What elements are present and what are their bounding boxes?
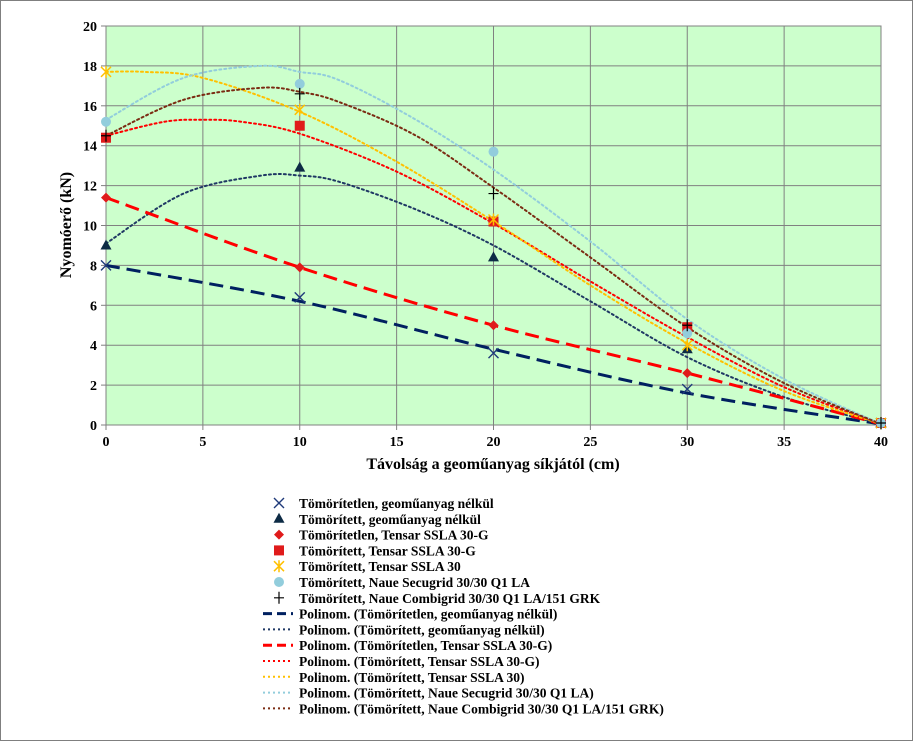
y-tick-label: 20 (83, 20, 97, 35)
legend-label-5: Tömörített, Tensar SSLA 30 (299, 559, 461, 575)
y-tick-label: 14 (83, 139, 97, 155)
legend-marker-7 (274, 592, 284, 604)
legend-label-2: Tömörített, geoműanyag nélkül (299, 511, 481, 527)
legend-trend-label-6: Polinom. (Tömörített, Naue Secugrid 30/30 Q1 LA) (299, 685, 594, 701)
x-tick-label: 40 (874, 435, 888, 450)
legend-trend-label-7: Polinom. (Tömörített, Naue Combigrid 30/30 Q1 LA/151 GRK) (299, 701, 664, 717)
chart-svg (1, 1, 913, 742)
x-tick-label: 30 (680, 435, 695, 450)
data-point-s6 (295, 79, 305, 89)
legend (263, 496, 664, 716)
legend-label-4: Tömörített, Tensar SSLA 30-G (299, 543, 476, 559)
legend-trend-label-5: Polinom. (Tömörített, Tensar SSLA 30) (299, 669, 525, 685)
x-tick-label: 15 (389, 435, 404, 450)
x-axis-title: Távolság a geoműanyag síkjától (cm) (366, 456, 620, 473)
legend-label-3: Tömörítetlen, Tensar SSLA 30-G (299, 527, 489, 543)
data-point-s6 (489, 147, 499, 157)
x-tick-label: 35 (777, 435, 792, 450)
data-point-s4 (295, 121, 305, 131)
y-tick-label: 0 (90, 419, 97, 434)
y-tick-label: 12 (83, 179, 97, 195)
x-tick-label: 10 (292, 435, 307, 450)
y-axis-title: Nyomóerő (kN) (58, 171, 75, 279)
x-tick-label: 0 (102, 435, 110, 450)
legend-marker-3 (274, 530, 284, 540)
y-tick-label: 8 (90, 259, 97, 275)
y-tick-label: 4 (90, 339, 97, 355)
y-tick-label: 18 (83, 59, 97, 75)
y-tick-label: 16 (83, 99, 97, 115)
y-tick-label: 10 (83, 219, 97, 235)
y-tick-label: 2 (90, 379, 97, 395)
x-tick-label: 5 (199, 435, 207, 450)
legend-marker-2 (274, 513, 285, 523)
data-point-s6 (101, 117, 111, 127)
legend-trend-label-3: Polinom. (Tömörítetlen, Tensar SSLA 30-G) (299, 638, 553, 654)
y-tick-label: 6 (90, 299, 97, 315)
x-tick-label: 25 (583, 435, 598, 450)
legend-label-7: Tömörített, Naue Combigrid 30/30 Q1 LA/151 GRK (299, 590, 601, 606)
legend-label-6: Tömörített, Naue Secugrid 30/30 Q1 LA (299, 575, 530, 590)
legend-marker-5 (274, 560, 284, 572)
legend-trend-label-2: Polinom. (Tömörített, geoműanyag nélkül) (299, 622, 545, 638)
legend-label-1: Tömörítetlen, geoműanyag nélkül (299, 496, 494, 511)
legend-marker-6 (274, 577, 284, 587)
legend-marker-4 (274, 545, 284, 555)
legend-trend-label-1: Polinom. (Tömörítetlen, geoműanyag nélkül) (299, 606, 558, 622)
x-tick-label: 20 (486, 435, 501, 450)
legend-marker-1 (274, 498, 284, 508)
legend-trend-label-4: Polinom. (Tömörített, Tensar SSLA 30-G) (299, 654, 540, 669)
